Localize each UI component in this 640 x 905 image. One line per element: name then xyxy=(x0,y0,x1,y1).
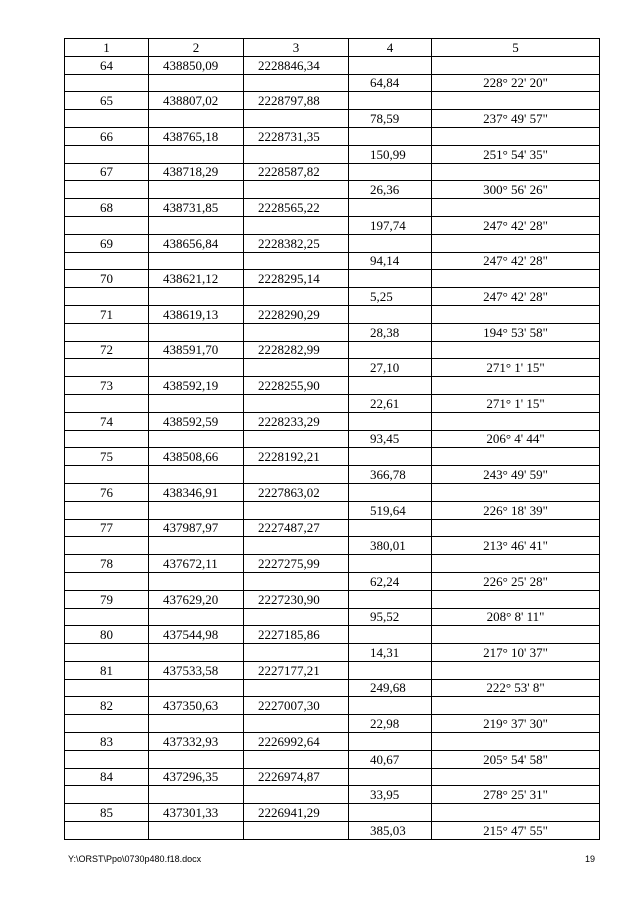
table-row xyxy=(65,74,600,92)
empty-cell xyxy=(349,733,432,751)
empty-cell xyxy=(149,359,244,377)
coordinate-y: 2227863,02 xyxy=(244,483,349,501)
segment-length: 22,61 xyxy=(349,394,432,412)
point-number: 72 xyxy=(65,341,149,359)
empty-cell xyxy=(244,323,349,341)
segment-length: 94,14 xyxy=(349,252,432,270)
segment-length: 5,25 xyxy=(349,288,432,306)
empty-cell xyxy=(65,110,149,128)
point-number: 74 xyxy=(65,412,149,430)
empty-cell xyxy=(244,430,349,448)
empty-cell xyxy=(432,733,600,751)
point-number: 65 xyxy=(65,92,149,110)
segment-length: 93,45 xyxy=(349,430,432,448)
coordinate-x: 438718,29 xyxy=(149,163,244,181)
coordinate-y: 2226992,64 xyxy=(244,733,349,751)
coordinate-y: 2228295,14 xyxy=(244,270,349,288)
direction-angle: 205° 54' 58" xyxy=(432,750,600,768)
empty-cell xyxy=(432,555,600,573)
empty-cell xyxy=(432,234,600,252)
coordinate-y: 2228290,29 xyxy=(244,305,349,323)
empty-cell xyxy=(432,590,600,608)
empty-cell xyxy=(65,359,149,377)
table-row xyxy=(65,572,600,590)
segment-length: 78,59 xyxy=(349,110,432,128)
table-row xyxy=(65,145,600,163)
coordinate-x: 437544,98 xyxy=(149,626,244,644)
table-row xyxy=(65,644,600,662)
segment-length: 519,64 xyxy=(349,501,432,519)
table-row xyxy=(65,252,600,270)
coordinate-y: 2228587,82 xyxy=(244,163,349,181)
empty-cell xyxy=(432,341,600,359)
empty-cell xyxy=(65,181,149,199)
empty-cell xyxy=(65,644,149,662)
table-row xyxy=(65,127,600,145)
table-row xyxy=(65,430,600,448)
empty-cell xyxy=(244,181,349,199)
table-row xyxy=(65,199,600,217)
empty-cell xyxy=(149,323,244,341)
empty-cell xyxy=(244,394,349,412)
empty-cell xyxy=(244,466,349,484)
table-row xyxy=(65,750,600,768)
table-row xyxy=(65,590,600,608)
table-row xyxy=(65,768,600,786)
point-number: 69 xyxy=(65,234,149,252)
coordinate-y: 2226941,29 xyxy=(244,804,349,822)
segment-length: 150,99 xyxy=(349,145,432,163)
direction-angle: 271° 1' 15" xyxy=(432,394,600,412)
coordinate-y: 2228846,34 xyxy=(244,56,349,74)
empty-cell xyxy=(244,359,349,377)
point-number: 66 xyxy=(65,127,149,145)
table-row xyxy=(65,234,600,252)
direction-angle: 222° 53' 8" xyxy=(432,679,600,697)
empty-cell xyxy=(349,483,432,501)
empty-cell xyxy=(149,715,244,733)
empty-cell xyxy=(149,110,244,128)
empty-cell xyxy=(65,252,149,270)
table-row xyxy=(65,608,600,626)
empty-cell xyxy=(349,412,432,430)
empty-cell xyxy=(244,74,349,92)
empty-cell xyxy=(432,92,600,110)
direction-angle: 247° 42' 28" xyxy=(432,216,600,234)
coordinate-y: 2228731,35 xyxy=(244,127,349,145)
point-number: 81 xyxy=(65,661,149,679)
segment-length: 62,24 xyxy=(349,572,432,590)
segment-length: 33,95 xyxy=(349,786,432,804)
coordinate-y: 2228382,25 xyxy=(244,234,349,252)
point-number: 64 xyxy=(65,56,149,74)
direction-angle: 215° 47' 55" xyxy=(432,822,600,840)
direction-angle: 206° 4' 44" xyxy=(432,430,600,448)
coordinate-x: 438807,02 xyxy=(149,92,244,110)
segment-length: 27,10 xyxy=(349,359,432,377)
table-row xyxy=(65,270,600,288)
empty-cell xyxy=(65,608,149,626)
empty-cell xyxy=(65,572,149,590)
point-number: 85 xyxy=(65,804,149,822)
coordinate-x: 438592,59 xyxy=(149,412,244,430)
table-row xyxy=(65,519,600,537)
coordinate-y: 2228282,99 xyxy=(244,341,349,359)
point-number: 80 xyxy=(65,626,149,644)
coordinate-x: 438619,13 xyxy=(149,305,244,323)
empty-cell xyxy=(432,768,600,786)
coordinates-table xyxy=(64,38,600,840)
coordinate-y: 2226974,87 xyxy=(244,768,349,786)
empty-cell xyxy=(149,181,244,199)
footer-file-path: Y:\ORST\Ppo\0730p480.f18.docx xyxy=(68,854,202,864)
segment-length: 366,78 xyxy=(349,466,432,484)
segment-length: 40,67 xyxy=(349,750,432,768)
empty-cell xyxy=(65,822,149,840)
empty-cell xyxy=(349,448,432,466)
table-row xyxy=(65,786,600,804)
empty-cell xyxy=(349,56,432,74)
segment-length: 26,36 xyxy=(349,181,432,199)
empty-cell xyxy=(349,234,432,252)
direction-angle: 247° 42' 28" xyxy=(432,252,600,270)
empty-cell xyxy=(349,199,432,217)
coordinate-x: 438508,66 xyxy=(149,448,244,466)
empty-cell xyxy=(149,252,244,270)
empty-cell xyxy=(65,679,149,697)
table-row xyxy=(65,679,600,697)
table-row xyxy=(65,181,600,199)
empty-cell xyxy=(244,679,349,697)
coordinate-x: 438621,12 xyxy=(149,270,244,288)
empty-cell xyxy=(432,127,600,145)
table-row xyxy=(65,537,600,555)
coordinate-y: 2227185,86 xyxy=(244,626,349,644)
table-row xyxy=(65,56,600,74)
empty-cell xyxy=(149,750,244,768)
coordinate-x: 438346,91 xyxy=(149,483,244,501)
empty-cell xyxy=(244,786,349,804)
coordinate-x: 438731,85 xyxy=(149,199,244,217)
empty-cell xyxy=(149,501,244,519)
empty-cell xyxy=(244,501,349,519)
coordinate-x: 438765,18 xyxy=(149,127,244,145)
empty-cell xyxy=(432,199,600,217)
empty-cell xyxy=(349,626,432,644)
empty-cell xyxy=(349,270,432,288)
table-row xyxy=(65,394,600,412)
empty-cell xyxy=(432,305,600,323)
table-row xyxy=(65,305,600,323)
coordinate-y: 2228565,22 xyxy=(244,199,349,217)
segment-length: 249,68 xyxy=(349,679,432,697)
empty-cell xyxy=(349,519,432,537)
empty-cell xyxy=(349,697,432,715)
column-header-1: 1 xyxy=(65,39,149,57)
table-row xyxy=(65,555,600,573)
empty-cell xyxy=(432,626,600,644)
direction-angle: 278° 25' 31" xyxy=(432,786,600,804)
coordinate-x: 437296,35 xyxy=(149,768,244,786)
empty-cell xyxy=(149,145,244,163)
point-number: 76 xyxy=(65,483,149,501)
segment-length: 95,52 xyxy=(349,608,432,626)
point-number: 82 xyxy=(65,697,149,715)
empty-cell xyxy=(149,537,244,555)
coordinate-y: 2227275,99 xyxy=(244,555,349,573)
empty-cell xyxy=(149,216,244,234)
coordinate-y: 2227177,21 xyxy=(244,661,349,679)
table-header xyxy=(65,39,600,57)
empty-cell xyxy=(149,679,244,697)
point-number: 78 xyxy=(65,555,149,573)
empty-cell xyxy=(244,216,349,234)
empty-cell xyxy=(349,804,432,822)
empty-cell xyxy=(65,145,149,163)
table-row xyxy=(65,163,600,181)
empty-cell xyxy=(244,644,349,662)
coordinate-x: 438656,84 xyxy=(149,234,244,252)
empty-cell xyxy=(432,661,600,679)
empty-cell xyxy=(349,377,432,395)
empty-cell xyxy=(149,466,244,484)
point-number: 70 xyxy=(65,270,149,288)
point-number: 73 xyxy=(65,377,149,395)
header-row xyxy=(65,39,600,57)
direction-angle: 208° 8' 11" xyxy=(432,608,600,626)
table-row xyxy=(65,626,600,644)
table-row xyxy=(65,697,600,715)
point-number: 71 xyxy=(65,305,149,323)
empty-cell xyxy=(349,661,432,679)
coordinate-x: 437332,93 xyxy=(149,733,244,751)
point-number: 68 xyxy=(65,199,149,217)
empty-cell xyxy=(244,822,349,840)
direction-angle: 194° 53' 58" xyxy=(432,323,600,341)
coordinate-y: 2228797,88 xyxy=(244,92,349,110)
table-row xyxy=(65,661,600,679)
segment-length: 14,31 xyxy=(349,644,432,662)
column-header-2: 2 xyxy=(149,39,244,57)
empty-cell xyxy=(244,288,349,306)
empty-cell xyxy=(244,145,349,163)
direction-angle: 213° 46' 41" xyxy=(432,537,600,555)
empty-cell xyxy=(65,786,149,804)
empty-cell xyxy=(65,216,149,234)
point-number: 77 xyxy=(65,519,149,537)
empty-cell xyxy=(432,448,600,466)
empty-cell xyxy=(244,110,349,128)
table-row xyxy=(65,448,600,466)
empty-cell xyxy=(149,822,244,840)
empty-cell xyxy=(432,377,600,395)
empty-cell xyxy=(349,590,432,608)
empty-cell xyxy=(349,341,432,359)
table-row xyxy=(65,483,600,501)
coordinate-x: 438850,09 xyxy=(149,56,244,74)
point-number: 67 xyxy=(65,163,149,181)
table-row xyxy=(65,466,600,484)
empty-cell xyxy=(432,56,600,74)
table-row xyxy=(65,501,600,519)
point-number: 84 xyxy=(65,768,149,786)
empty-cell xyxy=(244,252,349,270)
table-row xyxy=(65,110,600,128)
empty-cell xyxy=(149,394,244,412)
empty-cell xyxy=(349,92,432,110)
table-row xyxy=(65,715,600,733)
empty-cell xyxy=(149,572,244,590)
coordinate-y: 2228233,29 xyxy=(244,412,349,430)
empty-cell xyxy=(65,394,149,412)
direction-angle: 219° 37' 30" xyxy=(432,715,600,733)
direction-angle: 226° 25' 28" xyxy=(432,572,600,590)
coordinate-x: 437987,97 xyxy=(149,519,244,537)
empty-cell xyxy=(244,715,349,733)
segment-length: 64,84 xyxy=(349,74,432,92)
table-body xyxy=(65,56,600,839)
coordinate-y: 2228192,21 xyxy=(244,448,349,466)
direction-angle: 217° 10' 37" xyxy=(432,644,600,662)
direction-angle: 237° 49' 57" xyxy=(432,110,600,128)
empty-cell xyxy=(432,483,600,501)
coordinate-x: 438591,70 xyxy=(149,341,244,359)
empty-cell xyxy=(149,786,244,804)
empty-cell xyxy=(65,537,149,555)
empty-cell xyxy=(244,572,349,590)
table-row xyxy=(65,323,600,341)
footer-page-number: 19 xyxy=(585,854,596,864)
empty-cell xyxy=(432,163,600,181)
empty-cell xyxy=(149,74,244,92)
segment-length: 385,03 xyxy=(349,822,432,840)
empty-cell xyxy=(65,323,149,341)
empty-cell xyxy=(349,555,432,573)
table-row xyxy=(65,216,600,234)
empty-cell xyxy=(65,501,149,519)
empty-cell xyxy=(432,697,600,715)
table-row xyxy=(65,359,600,377)
coordinate-y: 2227487,27 xyxy=(244,519,349,537)
table-row xyxy=(65,377,600,395)
direction-angle: 226° 18' 39" xyxy=(432,501,600,519)
empty-cell xyxy=(149,608,244,626)
table-row xyxy=(65,733,600,751)
table-row xyxy=(65,341,600,359)
column-header-5: 5 xyxy=(432,39,600,57)
column-header-4: 4 xyxy=(349,39,432,57)
empty-cell xyxy=(149,288,244,306)
table-row xyxy=(65,822,600,840)
point-number: 75 xyxy=(65,448,149,466)
empty-cell xyxy=(65,288,149,306)
coordinate-y: 2228255,90 xyxy=(244,377,349,395)
empty-cell xyxy=(432,519,600,537)
point-number: 83 xyxy=(65,733,149,751)
empty-cell xyxy=(65,466,149,484)
empty-cell xyxy=(65,430,149,448)
empty-cell xyxy=(349,768,432,786)
coordinate-y: 2227230,90 xyxy=(244,590,349,608)
empty-cell xyxy=(244,537,349,555)
empty-cell xyxy=(349,127,432,145)
point-number: 79 xyxy=(65,590,149,608)
empty-cell xyxy=(349,305,432,323)
segment-length: 380,01 xyxy=(349,537,432,555)
empty-cell xyxy=(349,163,432,181)
table-row xyxy=(65,288,600,306)
empty-cell xyxy=(432,804,600,822)
segment-length: 197,74 xyxy=(349,216,432,234)
empty-cell xyxy=(244,608,349,626)
empty-cell xyxy=(432,270,600,288)
empty-cell xyxy=(432,412,600,430)
coordinate-x: 437533,58 xyxy=(149,661,244,679)
empty-cell xyxy=(65,74,149,92)
direction-angle: 228° 22' 20" xyxy=(432,74,600,92)
table-row xyxy=(65,412,600,430)
coordinate-x: 437301,33 xyxy=(149,804,244,822)
empty-cell xyxy=(65,715,149,733)
direction-angle: 251° 54' 35" xyxy=(432,145,600,163)
coordinate-y: 2227007,30 xyxy=(244,697,349,715)
segment-length: 28,38 xyxy=(349,323,432,341)
coordinate-x: 437629,20 xyxy=(149,590,244,608)
table-row xyxy=(65,92,600,110)
empty-cell xyxy=(244,750,349,768)
table-row xyxy=(65,804,600,822)
direction-angle: 271° 1' 15" xyxy=(432,359,600,377)
empty-cell xyxy=(149,430,244,448)
empty-cell xyxy=(149,644,244,662)
segment-length: 22,98 xyxy=(349,715,432,733)
coordinate-x: 438592,19 xyxy=(149,377,244,395)
coordinate-x: 437350,63 xyxy=(149,697,244,715)
direction-angle: 243° 49' 59" xyxy=(432,466,600,484)
empty-cell xyxy=(65,750,149,768)
column-header-3: 3 xyxy=(244,39,349,57)
coordinate-x: 437672,11 xyxy=(149,555,244,573)
direction-angle: 300° 56' 26" xyxy=(432,181,600,199)
direction-angle: 247° 42' 28" xyxy=(432,288,600,306)
